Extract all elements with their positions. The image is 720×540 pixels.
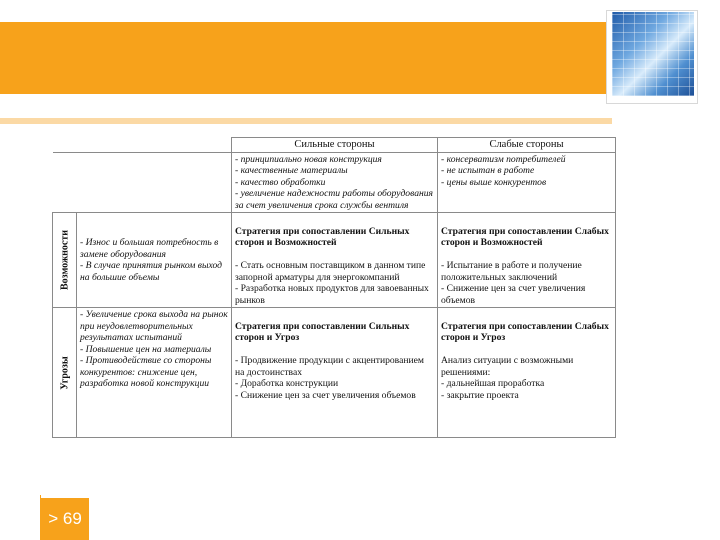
st-strategy-cell	[232, 308, 438, 438]
strengths-details-row	[53, 152, 616, 213]
building-photo-image	[612, 12, 694, 96]
opportunities-row	[53, 213, 616, 308]
threats-cell: - Увеличение срока выхода на рынок при неудовлетворительных результатах испытаний - Повышение цен на материалы - Противодействие со стороны конкурентов: снижение цен, разработка новой конструкции	[77, 308, 232, 438]
wt-strategy-cell	[438, 308, 616, 438]
corner-cell-lower	[53, 152, 232, 213]
wo-strategy-title: Стратегия при сопоставлении Слабых сторон и Возможностей	[441, 225, 609, 248]
so-strategy-cell	[232, 213, 438, 308]
wo-strategy-cell	[438, 213, 616, 308]
header-row	[53, 138, 616, 153]
so-strategy-title: Стратегия при сопоставлении Сильных сторон и Возможностей	[235, 225, 410, 248]
orange-accent-strip	[0, 118, 612, 124]
threats-row	[53, 308, 616, 438]
swot-table	[52, 137, 616, 438]
st-strategy-title: Стратегия при сопоставлении Сильных сторон и Угроз	[235, 320, 410, 343]
weaknesses-header: Слабые стороны	[438, 138, 616, 153]
page-number: > 69	[41, 498, 89, 540]
wo-strategy-text: - Испытание в работе и получение положительных заключений - Снижение цен за счет увеличения объемов	[441, 260, 586, 306]
orange-banner-bar	[0, 22, 612, 94]
opportunities-cell: - Износ и большая потребность в замене оборудования - В случае принятия рынком выход на большие объемы	[77, 213, 232, 308]
corner-cell	[53, 138, 232, 153]
weaknesses-cell: - консерватизм потребителей - не испытан в работе - цены выше конкурентов	[438, 152, 616, 213]
opportunities-row-label: Возможности	[53, 213, 77, 308]
wt-strategy-title: Стратегия при сопоставлении Слабых сторон и Угроз	[441, 320, 609, 343]
threats-row-label: Угрозы	[53, 308, 77, 438]
strengths-cell: - принципиально новая конструкция - качественные материалы - качество обработки - увеличение надежности работы оборудования за счет увеличения срока службы вентиля	[232, 152, 438, 213]
st-strategy-text: - Продвижение продукции с акцентированием на достоинствах - Доработка конструкции - Снижение цен за счет увеличения объемов	[235, 355, 424, 401]
strengths-header: Сильные стороны	[232, 138, 438, 153]
wt-strategy-text: Анализ ситуации с возможными решениями: - дальнейшая проработка - закрытие проекта	[441, 355, 574, 401]
header-banner	[0, 0, 720, 130]
so-strategy-text: - Стать основным поставщиком в данном типе запорной арматуры для энергокомпаний - Разработка новых продуктов для завоеванных рынков	[235, 260, 429, 306]
